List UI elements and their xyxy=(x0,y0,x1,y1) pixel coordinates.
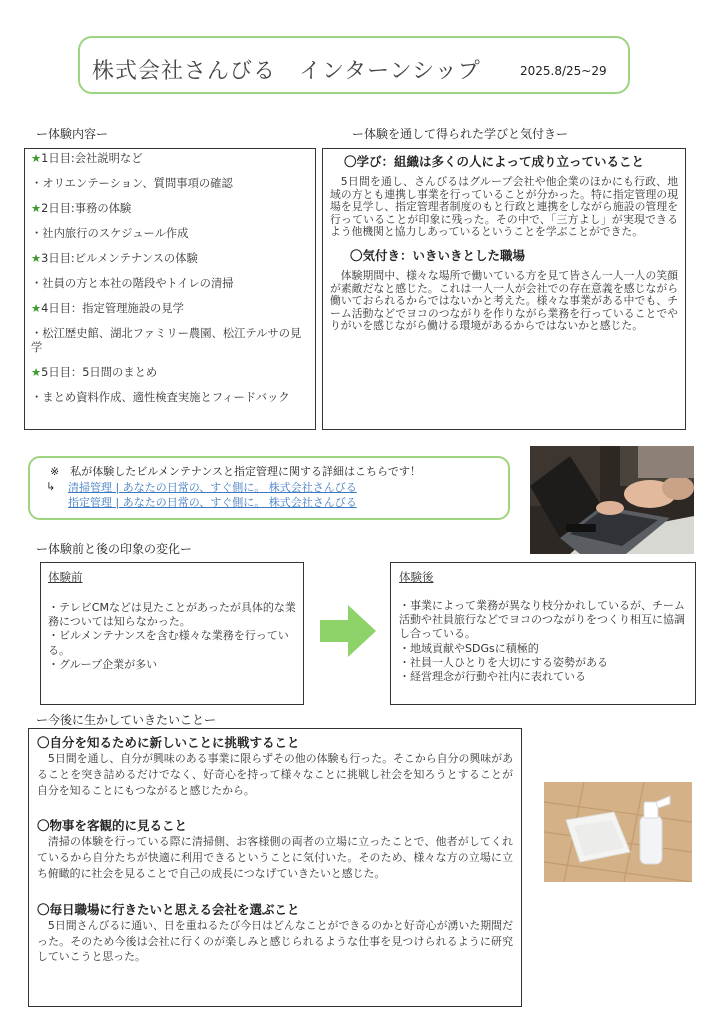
star-icon: ★ xyxy=(31,366,42,379)
learn-title: 〇学び：組織は多くの人によって成り立っていること xyxy=(344,154,645,169)
future-item-3-body: 5日間さんびるに通い、日を重ねるたび今日はどんなことができるのかと好奇心が湧いた期間だった。そのため今後は会社に行くのが楽しみと感じられるような仕事を見つけられるように研究していこうと思った。 xyxy=(37,918,513,964)
star-icon: ★ xyxy=(31,202,42,215)
star-icon: ★ xyxy=(31,302,42,315)
future-item-1-title: 〇自分を知るために新しいことに挑戦すること xyxy=(37,735,300,750)
after-box xyxy=(390,562,696,705)
future-box xyxy=(28,728,522,1007)
after-line-2: ・地域貢献やSDGsに積極的 xyxy=(399,641,539,655)
schedule-detail-3: ・社員の方と本社の階段やトイレの清掃 xyxy=(31,277,234,290)
schedule-day-3: ★3日目:ビルメンテナンスの体験 xyxy=(31,252,198,265)
page-title: 株式会社さんびる インターンシップ xyxy=(92,59,481,84)
before-line-3: ・グループ企業が多い xyxy=(48,657,158,671)
schedule-day-2: ★2日目:事務の体験 xyxy=(31,202,132,215)
cleaning-link[interactable]: 清掃管理 | あなたの日常の、すぐ側に。 株式会社さんびる xyxy=(68,481,357,494)
schedule-box xyxy=(24,148,316,430)
schedule-day-5: ★5日目：5日間のまとめ xyxy=(31,366,158,379)
future-item-3-title: 〇毎日職場に行きたいと思える会社を選ぶこと xyxy=(37,901,300,917)
schedule-detail-4: ・松江歴史館、湖北ファミリー農園、松江テルサの見学 xyxy=(31,327,302,354)
notice-body: 体験期間中、様々な場所で働いている方を見て皆さん一人一人の笑顔が素敵だなと感じた。これは一人一人が会社での存在意義を感じながら働いておられるからではないかと考えた。様々な事業がある中でも、チーム活動などでヨコのつながりを作りながら業務を行っていることでやりがいを感じながら働ける環境があるからではないかと感じた。 xyxy=(330,268,678,333)
arrow-return-icon: ↳ xyxy=(46,480,56,493)
star-icon: ★ xyxy=(31,152,42,165)
future-heading: ー今後に生かしていきたいことー xyxy=(36,713,217,727)
after-title: 体験後 xyxy=(399,570,434,584)
after-line-3: ・社員一人ひとりを大切にする姿勢がある xyxy=(399,655,608,669)
learning-heading: ー体験を通して得られた学びと気付きー xyxy=(352,127,569,141)
learn-body: 5日間を通し、さんびるはグループ会社や他企業のほかにも行政、地域の方とも連携し事業を行っていることが分かった。特に指定管理の現場を見学し、指定管理者制度のもと行政と連携をしながら施設の管理を行っていることが印象に残った。その中で、「三方よし」が実現できるよう他機関と協力しあっているということを学ぶことができた。 xyxy=(330,175,678,239)
before-title: 体験前 xyxy=(48,570,83,584)
link-note: ※ 私が体験したビルメンテナンスと指定管理に関する詳細はこちらです！ xyxy=(50,465,421,478)
before-box xyxy=(40,562,304,705)
laptop-photo-illustration xyxy=(530,446,694,554)
date-label: 2025.8/25~29 xyxy=(520,64,607,78)
laptop-photo xyxy=(530,446,694,554)
impression-heading: ー体験前と後の印象の変化ー xyxy=(36,542,193,556)
schedule-heading: ー体験内容ー xyxy=(36,127,109,141)
cleaning-supplies-photo xyxy=(544,782,692,882)
notice-title: 〇気付き：いきいきとした職場 xyxy=(350,247,526,263)
future-item-2-body: 清掃の体験を行っている際に清掃側、お客様側の両者の立場に立ったことで、他者がしてくれているから自分たちが快適に利用できるということに気付いた。そのため、様々な方の立場に立ち俯瞰的に社会を見ることで自己の成長につなげていきたいと感じた。 xyxy=(37,835,513,880)
before-line-1: ・テレビCMなどは見たことがあったが具体的な業務については知らなかった。 xyxy=(48,601,296,629)
star-icon: ★ xyxy=(31,252,42,265)
after-line-4: ・経営理念が行動や社内に表れている xyxy=(399,670,586,684)
schedule-detail-5: ・まとめ資料作成、適性検査実施とフィードバック xyxy=(31,391,290,404)
designated-management-link[interactable]: 指定管理 | あなたの日常の、すぐ側に。 株式会社さんびる xyxy=(68,496,357,509)
after-line-1: ・事業によって業務が異なり枝分かれしているが、チーム活動や社員旅行などでヨコのつながりをつくり相互に協調し合っている。 xyxy=(399,599,685,641)
before-line-2: ・ビルメンテナンスを含む様々な業務を行っている。 xyxy=(48,629,289,657)
cleaning-supplies-illustration xyxy=(544,782,692,882)
schedule-detail-2: ・社内旅行のスケジュール作成 xyxy=(31,227,189,240)
learning-box xyxy=(322,148,686,430)
future-item-1-body: 5日間を通し、自分が興味のある事業に限らずその他の体験も行った。そこから自分の興味があることを突き詰めるだけでなく、好奇心を持って様々なことに挑戦し社会を知ろうとすることが自分を知ることにもつながると感じたから。 xyxy=(37,752,513,797)
future-item-2-title: 〇物事を客観的に見ること xyxy=(37,818,188,834)
schedule-detail-1: ・オリエンテーション、質問事項の確認 xyxy=(31,177,233,190)
schedule-day-4: ★4日目：指定管理施設の見学 xyxy=(31,302,184,315)
schedule-day-1: ★1日目:会社説明など xyxy=(31,152,143,165)
arrow-right-icon xyxy=(320,605,376,657)
